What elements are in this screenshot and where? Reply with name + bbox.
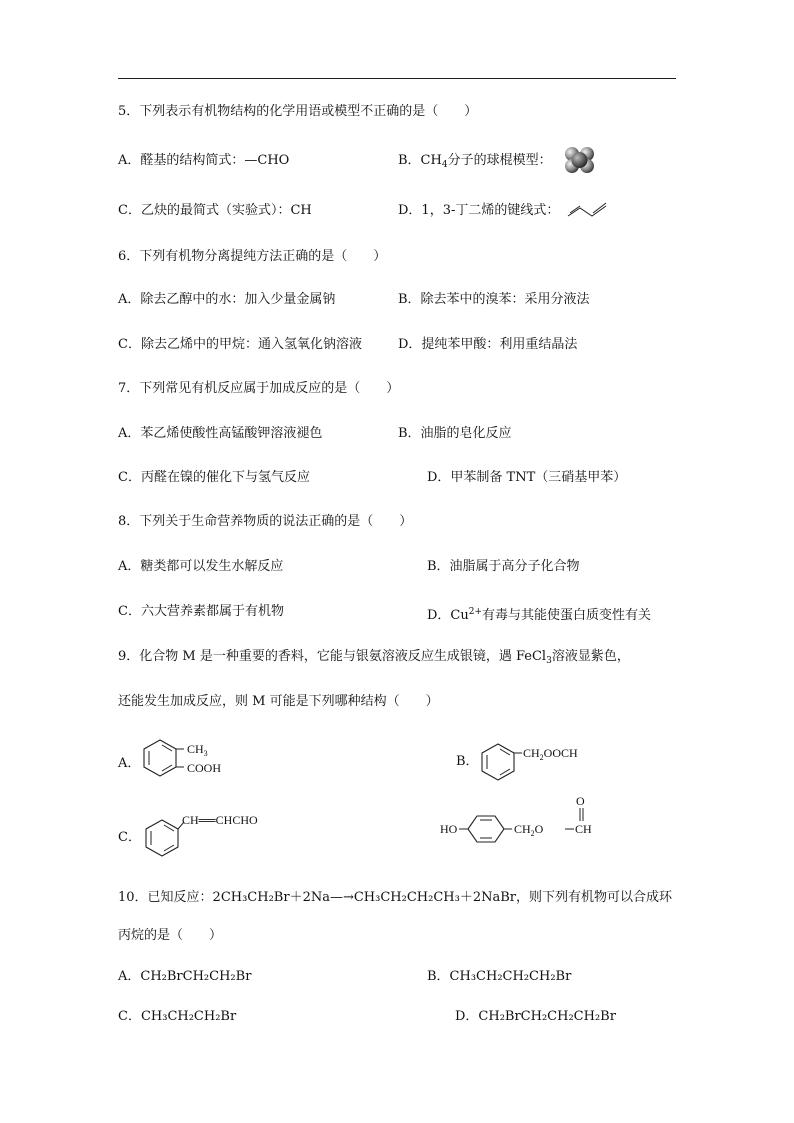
q8-option-b: B．油脂属于高分子化合物 [427,559,580,574]
q8-stem: 8．下列关于生命营养物质的说法正确的是（ ） [118,514,413,529]
butadiene-skeletal-formula-icon [566,202,614,218]
q5-option-c: C．乙炔的最简式（实验式）：CH [118,203,312,218]
q8-option-c: C．六大营养素都属于有机物 [118,604,284,619]
q9-option-c-label: C． [118,830,141,845]
q9-option-a-label: A． [118,756,141,771]
q9-stem-line1: 9．化合物 M 是一种重要的香料，它能与银氨溶液反应生成银镜，遇 FeCl$_3$溶液显紫色， [118,649,630,666]
q7-option-a: A．苯乙烯使酸性高锰酸钾溶液褪色 [118,426,323,441]
q9-option-a-structure [140,738,240,786]
q7-option-c: C．丙醛在镍的催化下与氢气反应 [118,470,310,485]
q7-option-d: D．甲苯制备 TNT（三硝基甲苯） [427,470,627,485]
q10-option-d: D．CH₂BrCH₂CH₂CH₂Br [455,1009,616,1024]
q5-option-b: B．$CH_4$分子的球棍模型： [398,153,552,170]
q5-stem: 5．下列表示有机物结构的化学用语或模型不正确的是（ ） [118,104,478,119]
q5-option-d: D．1，3-丁二烯的键线式： [398,203,560,218]
q7-stem: 7．下列常见有机反应属于加成反应的是（ ） [118,381,400,396]
q6-option-b: B．除去苯中的溴苯：采用分液法 [398,292,590,307]
q6-stem: 6．下列有机物分离提纯方法正确的是（ ） [118,249,387,264]
svg-text:CH2O: $CH_2O$ [514,822,544,838]
svg-text:CH: CH [575,822,592,836]
svg-text:O: O [576,794,585,808]
q9-option-c-structure [140,808,280,860]
svg-text:HO: HO [440,822,458,836]
q10-option-b: B．CH₃CH₂CH₂CH₂Br [427,969,572,984]
q5-option-a: A．醛基的结构简式：—CHO [118,153,290,168]
q6-option-c: C．除去乙烯中的甲烷：通入氢氧化钠溶液 [118,337,362,352]
q8-option-a: A．糖类都可以发生水解反应 [118,559,284,574]
q9-option-d-structure [438,794,608,846]
q9-option-b-structure [478,738,598,786]
q10-option-c: C．CH₃CH₂CH₂Br [118,1009,237,1024]
q9-option-b-label: B． [456,754,479,769]
svg-text:COOH: COOH [187,761,222,775]
q8-option-d: D．$Cu^{2+}$有毒与其能使蛋白质变性有关 [427,607,652,623]
svg-text:CH2OOCH: $CH_2OOCH$ [523,746,578,762]
q6-option-d: D．提纯苯甲酸：利用重结晶法 [398,337,578,352]
q7-option-b: B．油脂的皂化反应 [398,426,512,441]
header-rule [118,78,676,79]
q9-stem-line2: 还能发生加成反应，则 M 可能是下列哪种结构（ ） [118,694,439,709]
ball-and-stick-methane-icon [560,144,600,178]
q10-stem-line2: 丙烷的是（ ） [118,928,223,943]
svg-text:CH3: $CH_3$ [187,742,208,758]
q10-option-a: A．CH₂BrCH₂CH₂Br [118,969,252,984]
q6-option-a: A．除去乙醇中的水：加入少量金属钠 [118,292,336,307]
svg-text:CH══CHCHO: CH══CHCHO [182,813,258,827]
q10-stem-line1: 10．已知反应：2CH₃CH₂Br＋2Na—→CH₃CH₂CH₂CH₃＋2NaBr，则下列有机物可以合成环 [118,890,673,905]
